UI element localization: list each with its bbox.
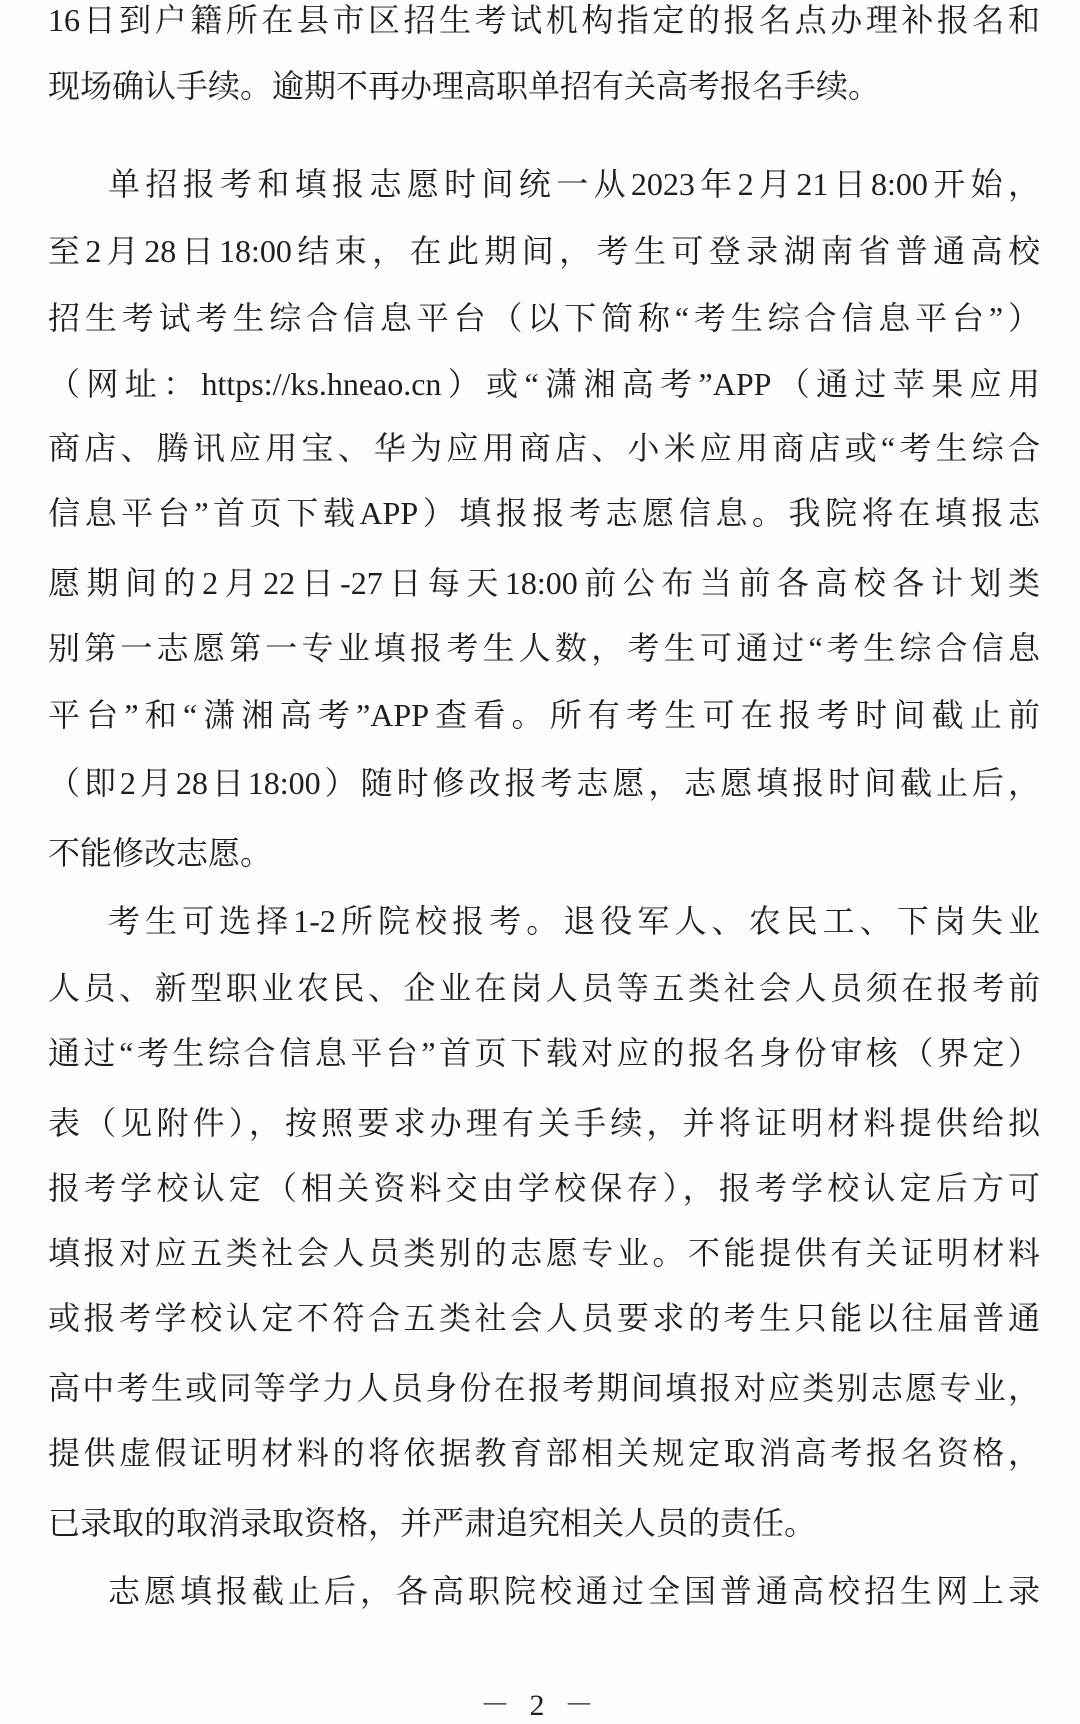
text-line: 提供虚假证明材料的将依据教育部相关规定取消高考报名资格， <box>48 1435 1040 1471</box>
text-line: 考生可选择1-2所院校报考。退役军人、农民工、下岗失业 <box>108 903 1040 939</box>
text-line: 商店、腾讯应用宝、华为应用商店、小米应用商店或“考生综合 <box>48 430 1040 466</box>
text-line: 现场确认手续。逾期不再办理高职单招有关高考报名手续。 <box>48 68 881 104</box>
text-line: 表（见附件），按照要求办理有关手续，并将证明材料提供给拟 <box>48 1105 1040 1141</box>
text-line: 至2月28日18:00结束，在此期间，考生可登录湖南省普通高校 <box>48 233 1040 269</box>
text-line: （即2月28日18:00）随时修改报考志愿，志愿填报时间截止后， <box>48 765 1040 801</box>
text-line: 信息平台”首页下载APP）填报报考志愿信息。我院将在填报志 <box>48 495 1040 531</box>
text-line: 人员、新型职业农民、企业在岗人员等五类社会人员须在报考前 <box>48 970 1040 1006</box>
text-line: 已录取的取消录取资格，并严肃追究相关人员的责任。 <box>48 1505 817 1541</box>
page-number: － 2 － <box>480 1689 600 1722</box>
text-line: 报考学校认定（相关资料交由学校保存），报考学校认定后方可 <box>48 1170 1040 1206</box>
text-line: 填报对应五类社会人员类别的志愿专业。不能提供有关证明材料 <box>48 1235 1040 1271</box>
text-line: 愿期间的2月22日-27日每天18:00前公布当前各高校各计划类 <box>48 565 1040 601</box>
text-line: 不能修改志愿。 <box>48 835 273 871</box>
text-line: 通过“考生综合信息平台”首页下载对应的报名身份审核（界定） <box>48 1035 1040 1071</box>
text-line: 招生考试考生综合信息平台（以下简称“考生综合信息平台”） <box>48 300 1040 336</box>
text-line: 或报考学校认定不符合五类社会人员要求的考生只能以往届普通 <box>48 1300 1040 1336</box>
text-line: （网址：https://ks.hneao.cn）或“潇湘高考”APP（通过苹果应用 <box>48 366 1040 402</box>
text-line: 志愿填报截止后，各高职院校通过全国普通高校招生网上录 <box>108 1573 1040 1609</box>
text-line: 平台”和“潇湘高考”APP查看。所有考生可在报考时间截止前 <box>48 697 1040 733</box>
text-line: 别第一志愿第一专业填报考生人数，考生可通过“考生综合信息 <box>48 630 1040 666</box>
text-line: 单招报考和填报志愿时间统一从2023年2月21日8:00开始， <box>108 166 1040 202</box>
text-line: 高中考生或同等学力人员身份在报考期间填报对应类别志愿专业， <box>48 1370 1040 1406</box>
text-line: 16日到户籍所在县市区招生考试机构指定的报名点办理补报名和 <box>48 2 1040 38</box>
